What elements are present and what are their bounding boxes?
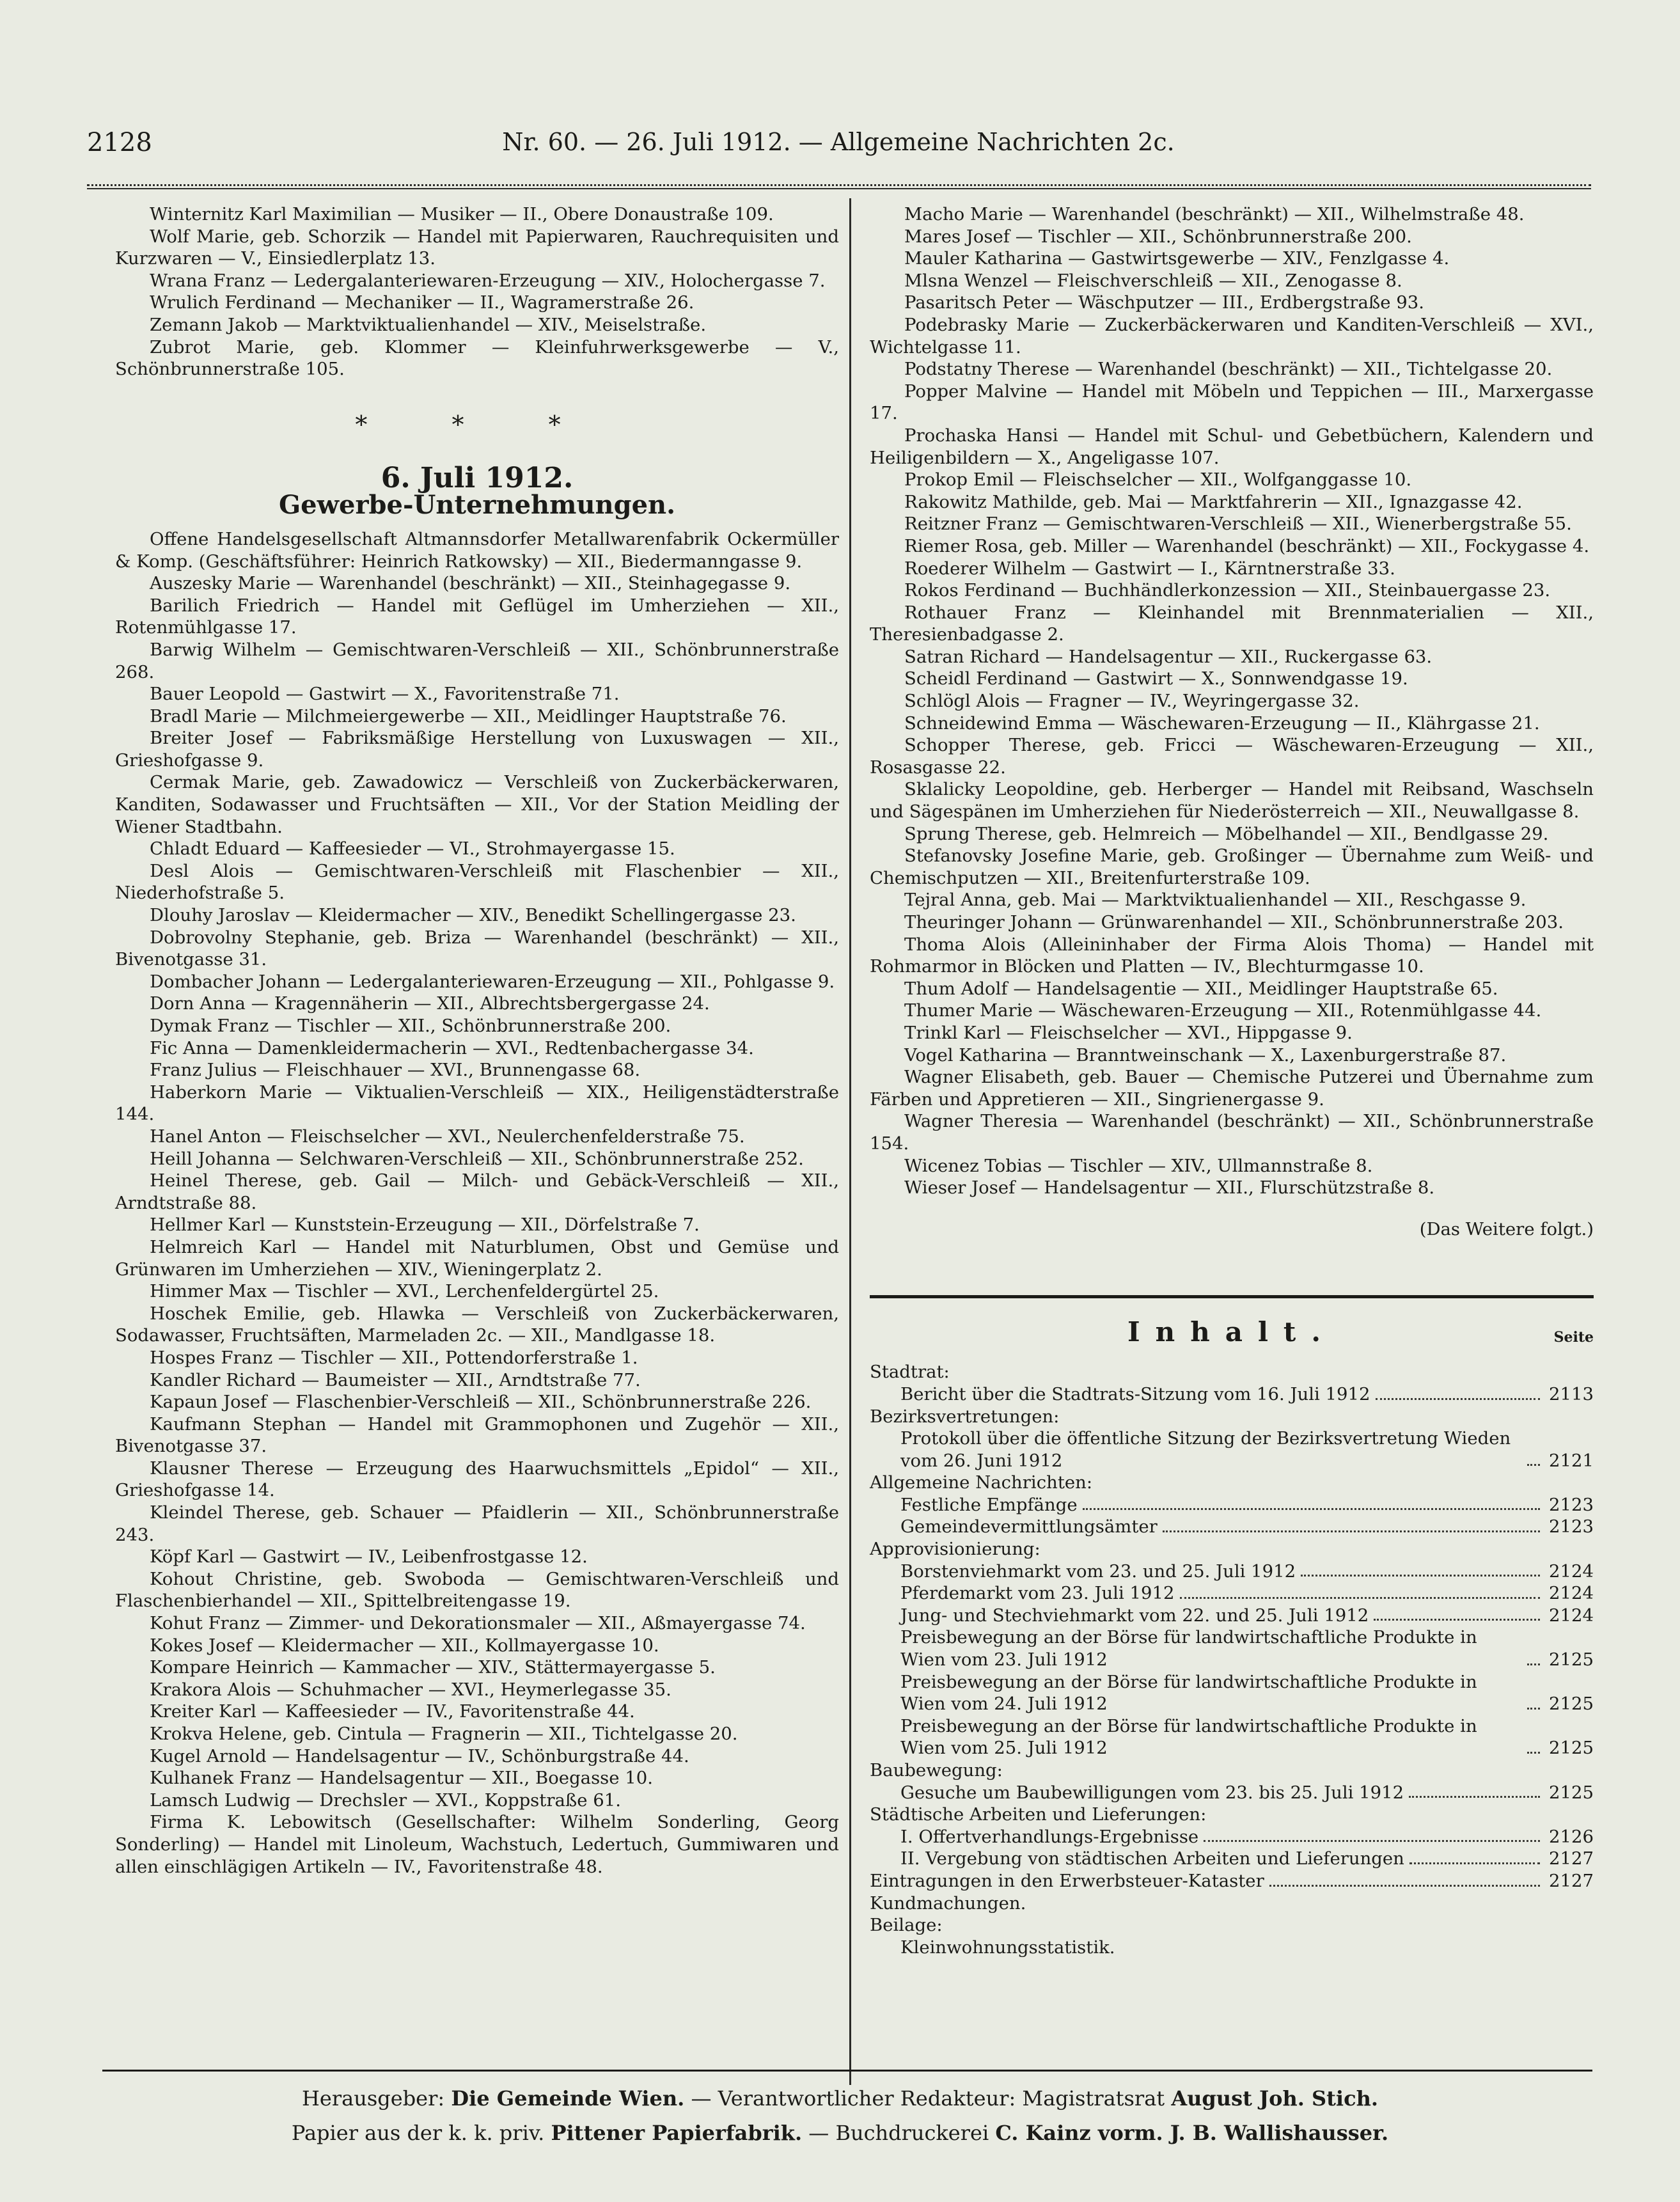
toc-category: Approvisionierung: — [870, 1539, 1040, 1560]
register-entry: Klausner Therese — Erzeugung des Haarwuchsmittels „Epidol“ — XII., Grieshofgasse 14. — [115, 1458, 839, 1501]
toc-item-text: I. Offertverhandlungs-Ergebnisse — [900, 1826, 1199, 1847]
register-entry: Lamsch Ludwig — Drechsler — XVI., Koppstraße 61. — [150, 1789, 622, 1811]
register-entry: Rothauer Franz — Kleinhandel mit Brennmaterialien — XII., Theresienbadgasse 2. — [870, 602, 1594, 645]
register-entry: Wrulich Ferdinand — Mechaniker — II., Wagramerstraße 26. — [150, 292, 695, 313]
toc-item-text: Gemeindevermittlungsämter — [900, 1516, 1158, 1537]
section-stars: * * * — [355, 410, 599, 439]
register-entry: Macho Marie — Warenhandel (beschränkt) — XII., Wilhelmstraße 48. — [904, 204, 1525, 224]
register-entry: Dlouhy Jaroslav — Kleidermacher — XIV., Benedikt Schellingergasse 23. — [150, 905, 796, 926]
register-entry: Trinkl Karl — Fleischselcher — XVI., Hippgasse 9. — [904, 1022, 1353, 1043]
toc-page: 2123 — [1549, 1516, 1594, 1537]
register-entry: Firma K. Lebowitsch (Gesellschafter: Wilhelm Sonderling, Georg Sonderling) — Handel mit Linoleum, Wachstuch, Ledertuch, Gummiwaren und allen einschlägigen Artikeln — IV., Favoritenstraße 48. — [115, 1812, 839, 1877]
toc-item — [900, 1671, 1594, 1715]
toc-item — [900, 1626, 1594, 1671]
register-entry: Kapaun Josef — Flaschenbier-Verschleiß — XII., Schönbrunnerstraße 226. — [150, 1392, 812, 1413]
toc-item-text: Preisbewegung an der Börse für landwirtschaftliche Produkte in Wien vom 23. Juli 1912 — [900, 1627, 1477, 1671]
register-entry: Wolf Marie, geb. Schorzik — Handel mit Papierwaren, Rauchrequisiten und Kurzwaren — V., Einsiedlerplatz 13. — [115, 226, 839, 269]
register-entry: Satran Richard — Handelsagentur — XII., Ruckergasse 63. — [904, 646, 1433, 667]
section-heading: Gewerbe-Unternehmungen. — [278, 490, 676, 521]
register-entry: Dombacher Johann — Ledergalanteriewaren-Erzeugung — XII., Pohlgasse 9. — [150, 971, 835, 992]
toc-title: Inhalt. — [1127, 1316, 1336, 1348]
toc-category: Baubewegung: — [870, 1760, 1003, 1781]
toc-header — [870, 1312, 1594, 1361]
register-entry: Mares Josef — Tischler — XII., Schönbrunnerstraße 200. — [904, 226, 1412, 247]
toc-page: 2126 — [1549, 1826, 1594, 1847]
toc-item-text: Preisbewegung an der Börse für landwirtschaftliche Produkte in Wien vom 25. Juli 1912 — [900, 1715, 1477, 1759]
footer-line-2 — [0, 2121, 1680, 2145]
register-entry: Mauler Katharina — Gastwirtsgewerbe — XIV., Fenzlgasse 4. — [904, 248, 1450, 269]
toc-leader — [1204, 1840, 1540, 1842]
register-entry: Offene Handelsgesellschaft Altmannsdorfer Metallwarenfabrik Ockermüller & Komp. (Geschäftsführer: Heinrich Ratkowsky) — XII., Biedermanngasse 9. — [115, 528, 839, 572]
footer-publisher: Die Gemeinde Wien. — [451, 2086, 685, 2111]
footer-editor-prefix: — Verantwortlicher Redakteur: Magistratsrat — [691, 2086, 1165, 2111]
register-entry: Hospes Franz — Tischler — XII., Pottendorferstraße 1. — [150, 1347, 638, 1368]
toc-item-text: Protokoll über die öffentliche Sitzung der Bezirksvertretung Wieden vom 26. Juni 1912 — [900, 1428, 1511, 1471]
toc-item-text: Bericht über die Stadtrats-Sitzung vom 16. Juli 1912 — [900, 1383, 1370, 1404]
register-entry: Prochaska Hansi — Handel mit Schul- und Gebetbüchern, Kalendern und Heiligenbildern — X., Angeligasse 107. — [870, 425, 1594, 468]
date-heading: 6. Juli 1912. — [381, 461, 574, 494]
toc-leader — [1527, 1464, 1540, 1466]
register-entry: Desl Alois — Gemischtwaren-Verschleiß mit Flaschenbier — XII., Niederhofstraße 5. — [115, 860, 839, 904]
register-entry: Auszesky Marie — Warenhandel (beschränkt) — XII., Steinhagegasse 9. — [150, 573, 791, 594]
register-entry: Kreiter Karl — Kaffeesieder — IV., Favoritenstraße 44. — [150, 1701, 635, 1722]
register-entry: Sprung Therese, geb. Helmreich — Möbelhandel — XII., Bendlgasse 29. — [904, 823, 1549, 844]
register-entry: Kokes Josef — Kleidermacher — XII., Kollmayergasse 10. — [150, 1635, 659, 1656]
toc-item — [900, 1826, 1594, 1848]
right-entries — [870, 203, 1594, 1199]
register-entry: Dorn Anna — Kragennäherin — XII., Albrechtsbergergasse 24. — [150, 993, 710, 1014]
register-entry: Cermak Marie, geb. Zawadowicz — Verschleiß von Zuckerbäckerwaren, Kanditen, Sodawasser und Fruchtsäften — XII., Vor der Station Meidling der Wiener Stadtbahn. — [115, 772, 839, 837]
register-entry: Kaufmann Stephan — Handel mit Grammophonen und Zugehör — XII., Bivenotgasse 37. — [115, 1413, 839, 1457]
register-entry: Wagner Elisabeth, geb. Bauer — Chemische Putzerei und Übernahme zum Färben und Appretieren — XII., Singrienergasse 9. — [870, 1067, 1594, 1110]
toc-item — [900, 1516, 1594, 1538]
register-entry: Kohut Franz — Zimmer- und Dekorationsmaler — XII., Aßmayergasse 74. — [150, 1613, 806, 1634]
right-column — [870, 203, 1594, 1958]
toc-leader — [1409, 1862, 1540, 1864]
toc-leader — [1527, 1752, 1540, 1754]
toc-item-text: Borstenviehmarkt vom 23. und 25. Juli 1912 — [900, 1561, 1296, 1582]
register-entry: Helmreich Karl — Handel mit Naturblumen, Obst und Gemüse und Grünwaren im Umherziehen — XIV., Wieningerplatz 2. — [115, 1236, 839, 1280]
register-entry: Himmer Max — Tischler — XVI., Lerchenfeldergürtel 25. — [150, 1281, 659, 1302]
register-entry: Wrana Franz — Ledergalanteriewaren-Erzeugung — XIV., Holochergasse 7. — [150, 270, 826, 291]
register-entry: Franz Julius — Fleischhauer — XVI., Brunnengasse 68. — [150, 1060, 641, 1081]
register-entry: Reitzner Franz — Gemischtwaren-Verschleiß — XII., Wienerbergstraße 55. — [904, 514, 1572, 535]
footer-paper-mill: Pittener Papierfabrik. — [551, 2121, 803, 2145]
toc-leader — [1163, 1530, 1540, 1532]
register-entry: Fic Anna — Damenkleidermacherin — XVI., Redtenbachergasse 34. — [150, 1037, 754, 1058]
toc-category: Stadtrat: — [870, 1362, 950, 1383]
toc-item — [900, 1848, 1594, 1870]
toc-leader — [1374, 1619, 1540, 1621]
footer-printer: C. Kainz vorm. J. B. Wallishausser. — [995, 2121, 1389, 2145]
left-top-entries — [115, 203, 839, 381]
register-entry: Thum Adolf — Handelsagentie — XII., Meidlinger Hauptstraße 65. — [904, 978, 1498, 999]
register-entry: Podstatny Therese — Warenhandel (beschränkt) — XII., Tichtelgasse 20. — [904, 359, 1553, 380]
register-entry: Podebrasky Marie — Zuckerbäckerwaren und Kanditen-Verschleiß — XVI., Wichtelgasse 11. — [870, 314, 1594, 358]
register-entry: Krakora Alois — Schuhmacher — XVI., Heymerlegasse 35. — [150, 1679, 671, 1700]
register-entry: Schopper Therese, geb. Fricci — Wäschewaren-Erzeugung — XII., Rosasgasse 22. — [870, 735, 1594, 778]
header-rule — [87, 188, 1591, 192]
toc-page: 2113 — [1549, 1383, 1594, 1404]
register-entry: Dymak Franz — Tischler — XII., Schönbrunnerstraße 200. — [150, 1016, 671, 1036]
toc-category: Kundmachungen. — [870, 1892, 1026, 1914]
column-separator — [849, 198, 851, 2085]
toc-category: Städtische Arbeiten und Lieferungen: — [870, 1804, 1207, 1825]
register-entry: Wagner Theresia — Warenhandel (beschränkt) — XII., Schönbrunnerstraße 154. — [870, 1111, 1594, 1154]
toc-item — [900, 1494, 1594, 1516]
header-title: Nr. 60. — 26. Juli 1912. — Allgemeine Nachrichten 2c. — [502, 128, 1175, 156]
register-entry: Hellmer Karl — Kunststein-Erzeugung — XII., Dörfelstraße 7. — [150, 1215, 700, 1236]
toc-category: Eintragungen in den Erwerbsteuer-Kataster — [870, 1870, 1264, 1891]
toc-page: 2125 — [1549, 1738, 1594, 1759]
register-entry: Bradl Marie — Milchmeiergewerbe — XII., Meidlinger Hauptstraße 76. — [150, 705, 787, 727]
toc-item — [900, 1782, 1594, 1804]
toc-page: 2124 — [1549, 1583, 1594, 1604]
toc-leader — [1301, 1575, 1540, 1577]
toc-page: 2124 — [1549, 1605, 1594, 1626]
toc-item — [900, 1605, 1594, 1627]
toc-leader — [1180, 1597, 1541, 1599]
footer-publisher-prefix: Herausgeber: — [302, 2086, 445, 2111]
register-entry: Barilich Friedrich — Handel mit Geflügel im Umherziehen — XII., Rotenmühlgasse 17. — [115, 595, 839, 638]
toc-category: Beilage: — [870, 1915, 943, 1936]
toc-category: Allgemeine Nachrichten: — [870, 1472, 1093, 1493]
toc-item-text: II. Vergebung von städtischen Arbeiten und Lieferungen — [900, 1848, 1404, 1869]
register-entry: Thumer Marie — Wäschewaren-Erzeugung — XII., Rotenmühlgasse 44. — [904, 1000, 1542, 1021]
register-entry: Pasaritsch Peter — Wäschputzer — III., Erdbergstraße 93. — [904, 292, 1424, 313]
toc-category: Bezirksvertretungen: — [870, 1406, 1060, 1427]
register-entry: Kulhanek Franz — Handelsagentur — XII., Boegasse 10. — [150, 1768, 654, 1789]
toc-item-text: Preisbewegung an der Börse für landwirtschaftliche Produkte in Wien vom 24. Juli 1912 — [900, 1671, 1477, 1715]
toc-item — [900, 1427, 1594, 1472]
register-entry: Kohout Christine, geb. Swoboda — Gemischtwaren-Verschleiß und Flaschenbierhandel — XII., Spittelbreitengasse 19. — [115, 1568, 839, 1612]
register-entry: Schneidewind Emma — Wäschewaren-Erzeugung — II., Klährgasse 21. — [904, 712, 1540, 734]
register-entry: Breiter Josef — Fabriksmäßige Herstellung von Luxuswagen — XII., Grieshofgasse 9. — [115, 728, 839, 771]
toc-category-row — [870, 1870, 1594, 1892]
register-entry: Kandler Richard — Baumeister — XII., Arndtstraße 77. — [150, 1369, 641, 1390]
register-entry: Heinel Therese, geb. Gail — Milch- und Gebäck-Verschleiß — XII., Arndtstraße 88. — [115, 1170, 839, 1213]
register-entry: Zemann Jakob — Marktviktualienhandel — XIV., Meiselstraße. — [150, 314, 707, 335]
table-of-contents — [870, 1361, 1594, 1958]
register-entry: Bauer Leopold — Gastwirt — X., Favoritenstraße 71. — [150, 684, 620, 705]
toc-page: 2124 — [1549, 1561, 1594, 1582]
register-entry: Stefanovsky Josefine Marie, geb. Großinger — Übernahme zum Weiß- und Chemischputzen — XII., Breitenfurterstraße 109. — [870, 845, 1594, 888]
toc-item — [900, 1715, 1594, 1759]
register-entry: Kugel Arnold — Handelsagentur — IV., Schönburgstraße 44. — [150, 1745, 689, 1766]
register-entry: Winternitz Karl Maximilian — Musiker — II., Obere Donaustraße 109. — [150, 204, 774, 224]
register-entry: Krokva Helene, geb. Cintula — Fragnerin — XII., Tichtelgasse 20. — [150, 1724, 738, 1744]
register-entry: Wicenez Tobias — Tischler — XIV., Ullmannstraße 8. — [904, 1155, 1373, 1176]
register-entry: Scheidl Ferdinand — Gastwirt — X., Sonnwendgasse 19. — [904, 668, 1408, 689]
toc-item — [900, 1582, 1594, 1605]
toc-page: 2123 — [1549, 1494, 1594, 1515]
register-entry: Popper Malvine — Handel mit Möbeln und Teppichen — III., Marxergasse 17. — [870, 381, 1594, 424]
register-entry: Sklalicky Leopoldine, geb. Herberger — Handel mit Reibsand, Waschseln und Sägespänen im Umherziehen für Niederösterreich — XII., Neuwallgasse 8. — [870, 779, 1594, 822]
toc-item-text: Jung- und Stechviehmarkt vom 22. und 25. Juli 1912 — [900, 1605, 1369, 1626]
register-entry: Barwig Wilhelm — Gemischtwaren-Verschleiß — XII., Schönbrunnerstraße 268. — [115, 639, 839, 682]
register-entry: Kompare Heinrich — Kammacher — XIV., Stättermayergasse 5. — [150, 1657, 716, 1678]
toc-leader — [1269, 1885, 1540, 1887]
footer-rule — [102, 2070, 1592, 2072]
toc-seite-label: Seite — [1553, 1329, 1594, 1346]
toc-page: 2121 — [1549, 1450, 1594, 1471]
register-entry: Haberkorn Marie — Viktualien-Verschleiß — XIX., Heiligenstädterstraße 144. — [115, 1081, 839, 1125]
toc-leader — [1409, 1796, 1540, 1798]
footer-printer-prefix: — Buchdruckerei — [808, 2121, 989, 2145]
register-entry: Theuringer Johann — Grünwarenhandel — XII., Schönbrunnerstraße 203. — [904, 912, 1564, 932]
register-entry: Tejral Anna, geb. Mai — Marktviktualienhandel — XII., Reschgasse 9. — [904, 890, 1527, 911]
register-entry: Rokos Ferdinand — Buchhändlerkonzession — XII., Steinbauergasse 23. — [904, 580, 1551, 601]
left-column — [115, 203, 839, 1878]
toc-item-text: Pferdemarkt vom 23. Juli 1912 — [900, 1583, 1175, 1604]
left-entries — [115, 528, 839, 1878]
continued-note: (Das Weitere folgt.) — [1419, 1218, 1594, 1239]
footer-line-1 — [0, 2086, 1680, 2111]
register-entry: Hoschek Emilie, geb. Hlawka — Verschleiß von Zuckerbäckerwaren, Sodawasser, Fruchtsäften, Marmeladen 2c. — XII., Mandlgasse 18. — [115, 1303, 839, 1346]
page-header — [87, 123, 1590, 161]
toc-item — [900, 1383, 1594, 1406]
register-entry: Roederer Wilhelm — Gastwirt — I., Kärntnerstraße 33. — [904, 558, 1395, 579]
footer-paper-prefix: Papier aus der k. k. priv. — [291, 2121, 545, 2145]
toc-item-text: Kleinwohnungsstatistik. — [900, 1937, 1115, 1958]
toc-item-text: Gesuche um Baubewilligungen vom 23. bis 25. Juli 1912 — [900, 1782, 1404, 1803]
toc-item-text: Festliche Empfänge — [900, 1494, 1078, 1515]
toc-leader — [1527, 1708, 1540, 1710]
page-number: 2128 — [87, 128, 152, 157]
register-entry: Heill Johanna — Selchwaren-Verschleiß — XII., Schönbrunnerstraße 252. — [150, 1148, 804, 1169]
toc-page: 2127 — [1549, 1870, 1594, 1891]
register-entry: Schlögl Alois — Fragner — IV., Weyringergasse 32. — [904, 691, 1360, 712]
toc-page: 2127 — [1549, 1848, 1594, 1869]
toc-page: 2125 — [1549, 1782, 1594, 1803]
toc-leader — [1083, 1508, 1540, 1510]
register-entry: Vogel Katharina — Branntweinschank — X., Laxenburgerstraße 87. — [904, 1044, 1507, 1066]
register-entry: Mlsna Wenzel — Fleischverschleiß — XII., Zenogasse 8. — [904, 270, 1402, 291]
register-entry: Kleindel Therese, geb. Schauer — Pfaidlerin — XII., Schönbrunnerstraße 243. — [115, 1502, 839, 1545]
register-entry: Rakowitz Mathilde, geb. Mai — Marktfahrerin — XII., Ignazgasse 42. — [904, 491, 1523, 512]
toc-page: 2125 — [1549, 1649, 1594, 1671]
register-entry: Köpf Karl — Gastwirt — IV., Leibenfrostgasse 12. — [150, 1546, 588, 1568]
toc-item — [900, 1561, 1594, 1583]
register-entry: Zubrot Marie, geb. Klommer — Kleinfuhrwerksgewerbe — V., Schönbrunnerstraße 105. — [115, 336, 839, 380]
register-entry: Chladt Eduard — Kaffeesieder — VI., Strohmayergasse 15. — [150, 838, 675, 860]
register-entry: Dobrovolny Stephanie, geb. Briza — Warenhandel (beschränkt) — XII., Bivenotgasse 31. — [115, 927, 839, 970]
register-entry: Thoma Alois (Alleininhaber der Firma Alois Thoma) — Handel mit Rohmarmor in Blöcken und Platten — IV., Blechturmgasse 10. — [870, 934, 1594, 977]
toc-leader — [1527, 1663, 1540, 1665]
toc-leader — [1376, 1398, 1540, 1400]
register-entry: Riemer Rosa, geb. Miller — Warenhandel (beschränkt) — XII., Fockygasse 4. — [904, 535, 1590, 556]
footer-editor: August Joh. Stich. — [1171, 2086, 1378, 2111]
toc-page: 2125 — [1549, 1694, 1594, 1715]
register-entry: Wieser Josef — Handelsagentur — XII., Flurschützstraße 8. — [904, 1177, 1435, 1199]
register-entry: Hanel Anton — Fleischselcher — XVI., Neulerchenfelderstraße 75. — [150, 1126, 745, 1147]
register-entry: Prokop Emil — Fleischselcher — XII., Wolfganggasse 10. — [904, 469, 1412, 491]
toc-rule — [870, 1295, 1594, 1298]
